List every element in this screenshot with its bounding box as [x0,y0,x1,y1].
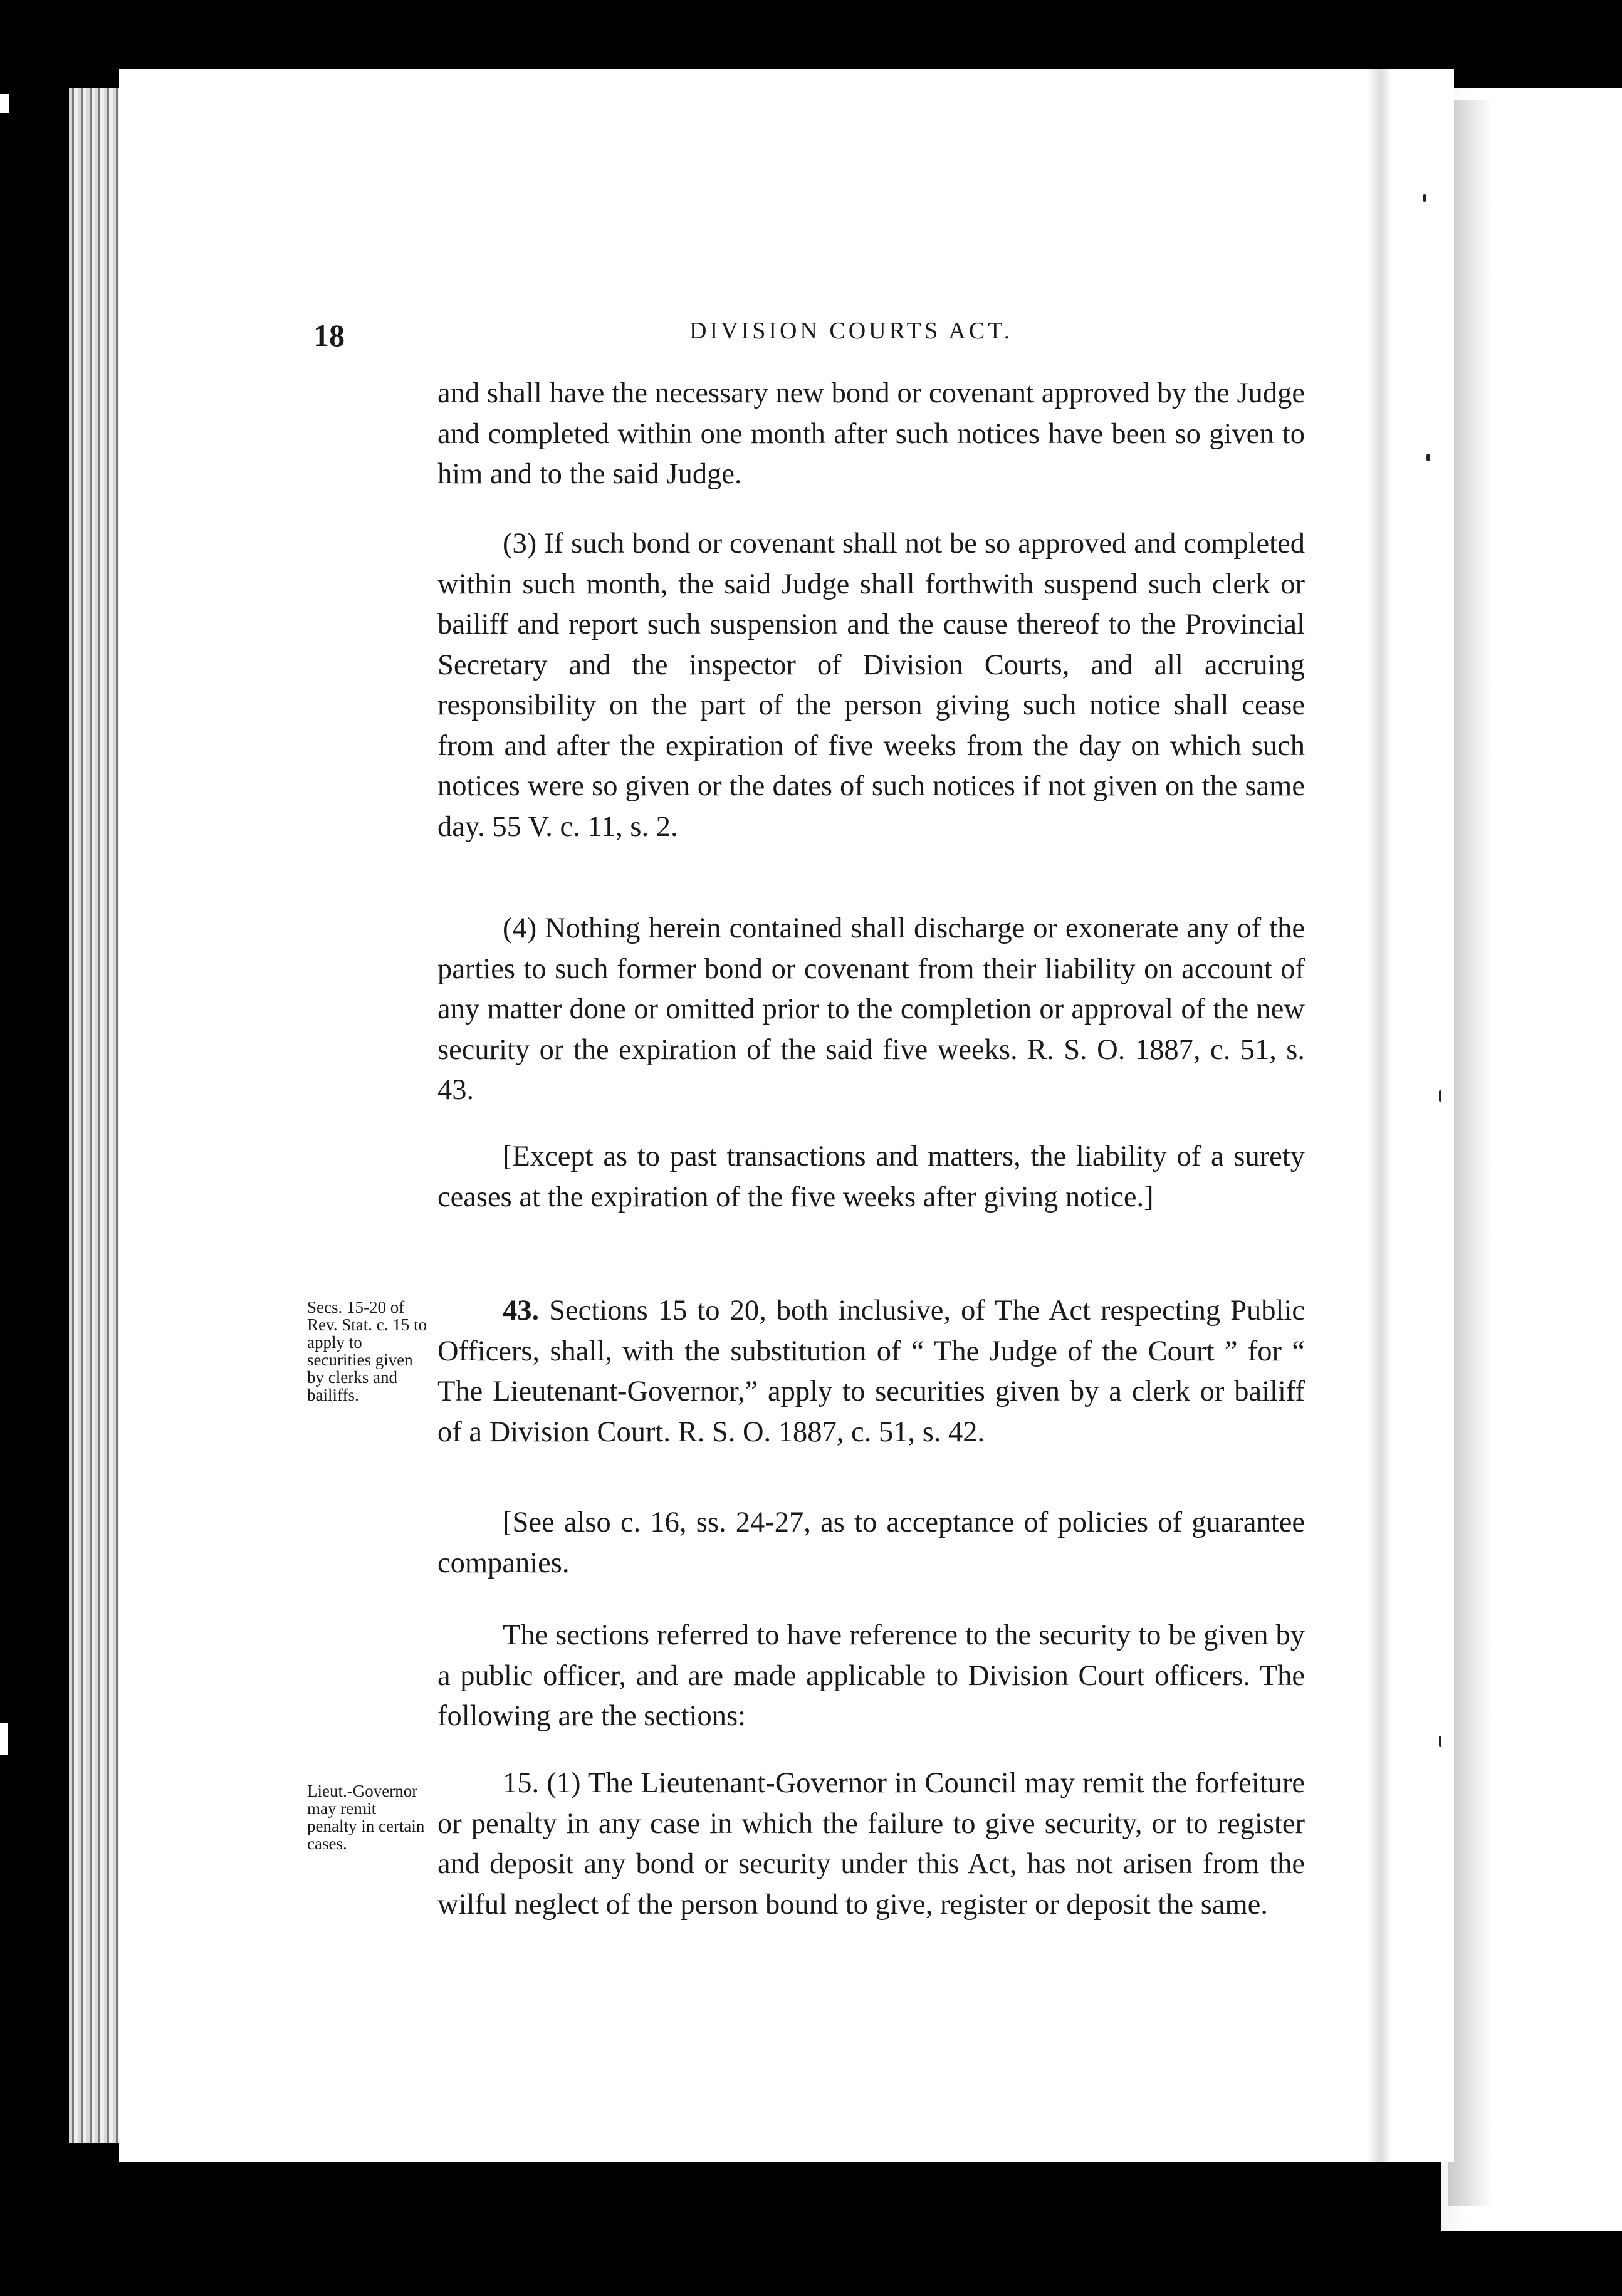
paragraph-see-also: [See also c. 16, ss. 24-27, as to acceptance of policies of guarantee companies. [437,1506,1305,1579]
ink-speck [1426,454,1430,461]
paragraph-sections-referred: The sections referred to have reference to the security to be given by a public officer, and are made applicable to Division Court officers. The following are the sections: [437,1619,1305,1732]
margin-note-remit-penalty: Lieut.-Governor may remit penalty in certain cases. [307,1782,425,1853]
margin-note-securities: Secs. 15-20 of Rev. Stat. c. 15 to apply to securities given by clerks and bailiffs. [307,1298,427,1404]
facing-page-shadow [1448,100,1492,2206]
left-page-edges [69,88,125,2143]
paragraph-subsection-3: (3) If such bond or covenant shall not be so approved and completed within such month, the said Judge shall forthwith suspend such clerk or bailiff and report such suspension and the cause thereof to the Provincial Secretary and the inspector of Division Courts, and all accruing responsibility on the part of the person giving such notice shall cease from and after the expiration of five weeks from the day on which such notices were so given or the dates of such notices if not given on the same day. 55 V. c. 11, s. 2. [437,528,1305,843]
running-title: DIVISION COURTS ACT. [689,318,1013,344]
page-number: 18 [313,318,345,353]
scan-artifact [0,1723,8,1755]
section-43-text: Sections 15 to 20, both inclusive, of The Act respecting Public Officers, shall, with the substitution of “ The Judge of the Court ” for “ The Lieutenant-Governor,” apply to securities given by a clerk or bailiff of a Division Court. R. S. O. 1887, c. 51, s. 42. [437,1295,1305,1448]
paragraph-note-surety: [Except as to past transactions and matters, the liability of a surety ceases at the expiration of the five weeks after giving notice.] [437,1140,1305,1213]
ink-speck [1439,1736,1441,1747]
scan-artifact [0,94,9,113]
page-gutter-shadow [1366,69,1391,2162]
ink-speck [1439,1090,1441,1102]
paragraph-section-43 [437,1291,1305,1453]
paragraph-subsection-4: (4) Nothing herein contained shall discharge or exonerate any of the parties to such former bond or covenant from their liability on account of any matter done or omitted prior to the completion or approval of the new security or the expiration of the said five weeks. R. S. O. 1887, c. 51, s. 43. [437,912,1305,1106]
ink-speck [1423,194,1426,202]
paragraph-section-15: 15. (1) The Lieutenant-Governor in Council may remit the forfeiture or penalty in any case in which the failure to give security, or to register and deposit any bond or security under this Act, has not arisen from the wilful neglect of the person bound to give, register or deposit the same. [437,1767,1305,1921]
section-number: 43. [503,1295,540,1327]
paragraph-continuation: and shall have the necessary new bond or covenant approved by the Judge and completed within one month after such notices have been so given to him and to the said Judge. [437,377,1305,490]
